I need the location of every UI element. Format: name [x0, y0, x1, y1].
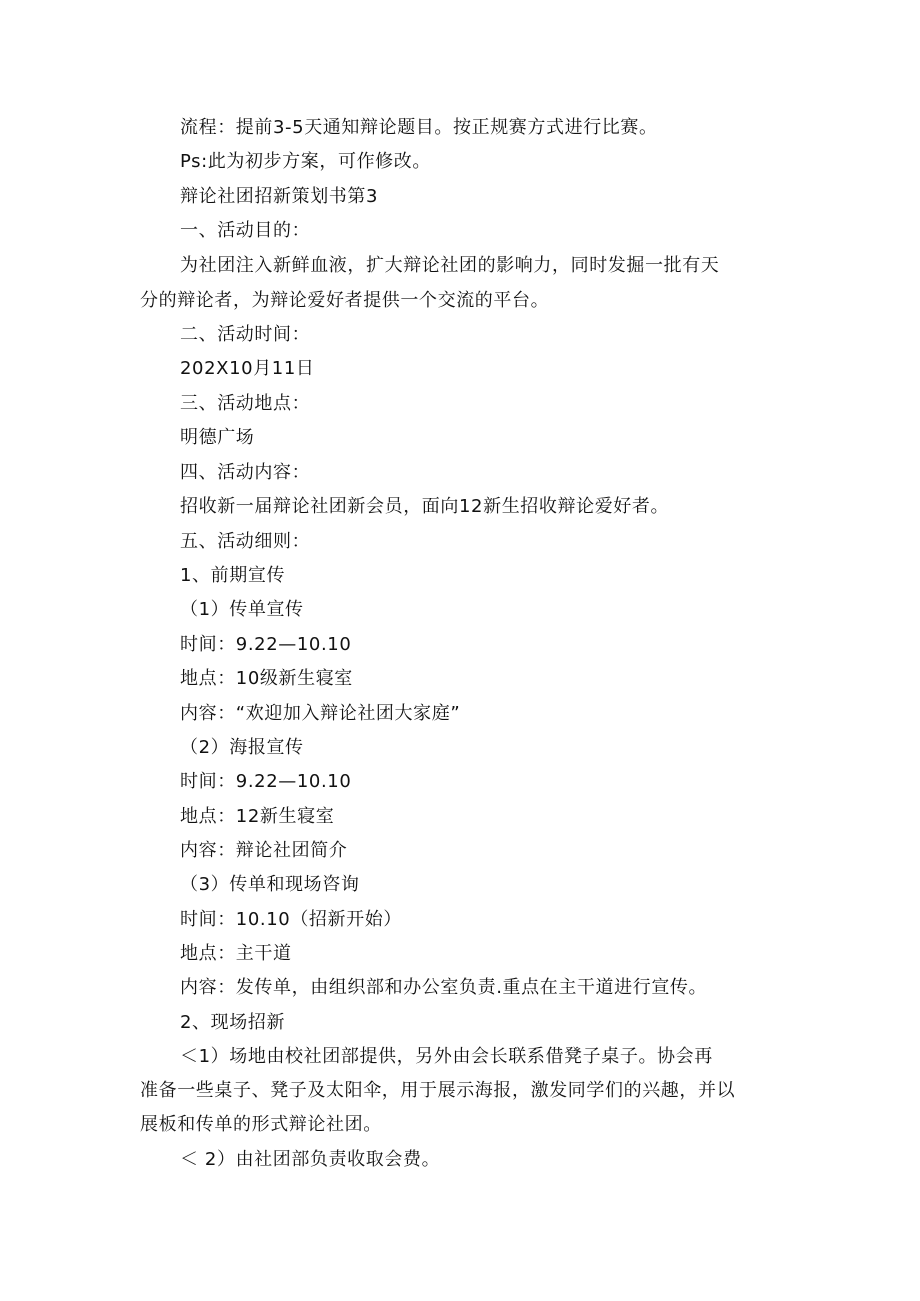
section-title: 辩论社团招新策划书第3	[180, 186, 379, 207]
text-poster-time: 时间：9.22—10.10	[180, 771, 352, 792]
text-line-process: 流程：提前3-5天通知辩论题目。按正规赛方式进行比赛。	[180, 117, 658, 138]
paragraph-venue-line-2: 准备一些桌子、凳子及太阳伞，用于展示海报，激发同学们的兴趣，并以	[140, 1080, 736, 1101]
item-poster-promo: （2）海报宣传	[180, 737, 304, 758]
text-location: 明德广场	[180, 427, 255, 448]
paragraph-venue-line-1: ＜1）场地由校社团部提供，另外由会长联系借凳子桌子。协会再	[180, 1046, 713, 1067]
heading-purpose: 一、活动目的：	[180, 220, 311, 241]
item-flyer-promo: （1）传单宣传	[180, 599, 304, 620]
text-fee-collection: ＜ 2）由社团部负责收取会费。	[180, 1149, 441, 1170]
text-flyer-time: 时间：9.22—10.10	[180, 634, 352, 655]
paragraph-purpose-line-1: 为社团注入新鲜血液，扩大辩论社团的影响力，同时发掘一批有天	[180, 255, 720, 276]
text-poster-content: 内容：辩论社团简介	[180, 840, 348, 861]
text-onsite-place: 地点：主干道	[180, 943, 292, 964]
heading-content: 四、活动内容：	[180, 462, 311, 483]
paragraph-purpose-line-2: 分的辩论者，为辩论爱好者提供一个交流的平台。	[140, 290, 550, 311]
text-flyer-place: 地点：10级新生寝室	[180, 668, 353, 689]
heading-location: 三、活动地点：	[180, 393, 311, 414]
subheading-promotion: 1、前期宣传	[180, 565, 286, 586]
text-poster-place: 地点：12新生寝室	[180, 806, 335, 827]
text-onsite-time: 时间：10.10（招新开始）	[180, 909, 402, 930]
text-line-ps-note: Ps:此为初步方案，可作修改。	[180, 151, 431, 172]
text-onsite-content: 内容：发传单，由组织部和办公室负责.重点在主干道进行宣传。	[180, 977, 708, 998]
paragraph-venue-line-3: 展板和传单的形式辩论社团。	[140, 1114, 382, 1135]
text-date: 202X10月11日	[180, 358, 315, 379]
heading-rules: 五、活动细则：	[180, 531, 311, 552]
item-onsite-consult: （3）传单和现场咨询	[180, 874, 360, 895]
text-flyer-content: 内容：“欢迎加入辩论社团大家庭”	[180, 703, 461, 724]
subheading-onsite-recruit: 2、现场招新	[180, 1012, 286, 1033]
text-content: 招收新一届辩论社团新会员，面向12新生招收辩论爱好者。	[180, 496, 670, 517]
heading-time: 二、活动时间：	[180, 324, 311, 345]
